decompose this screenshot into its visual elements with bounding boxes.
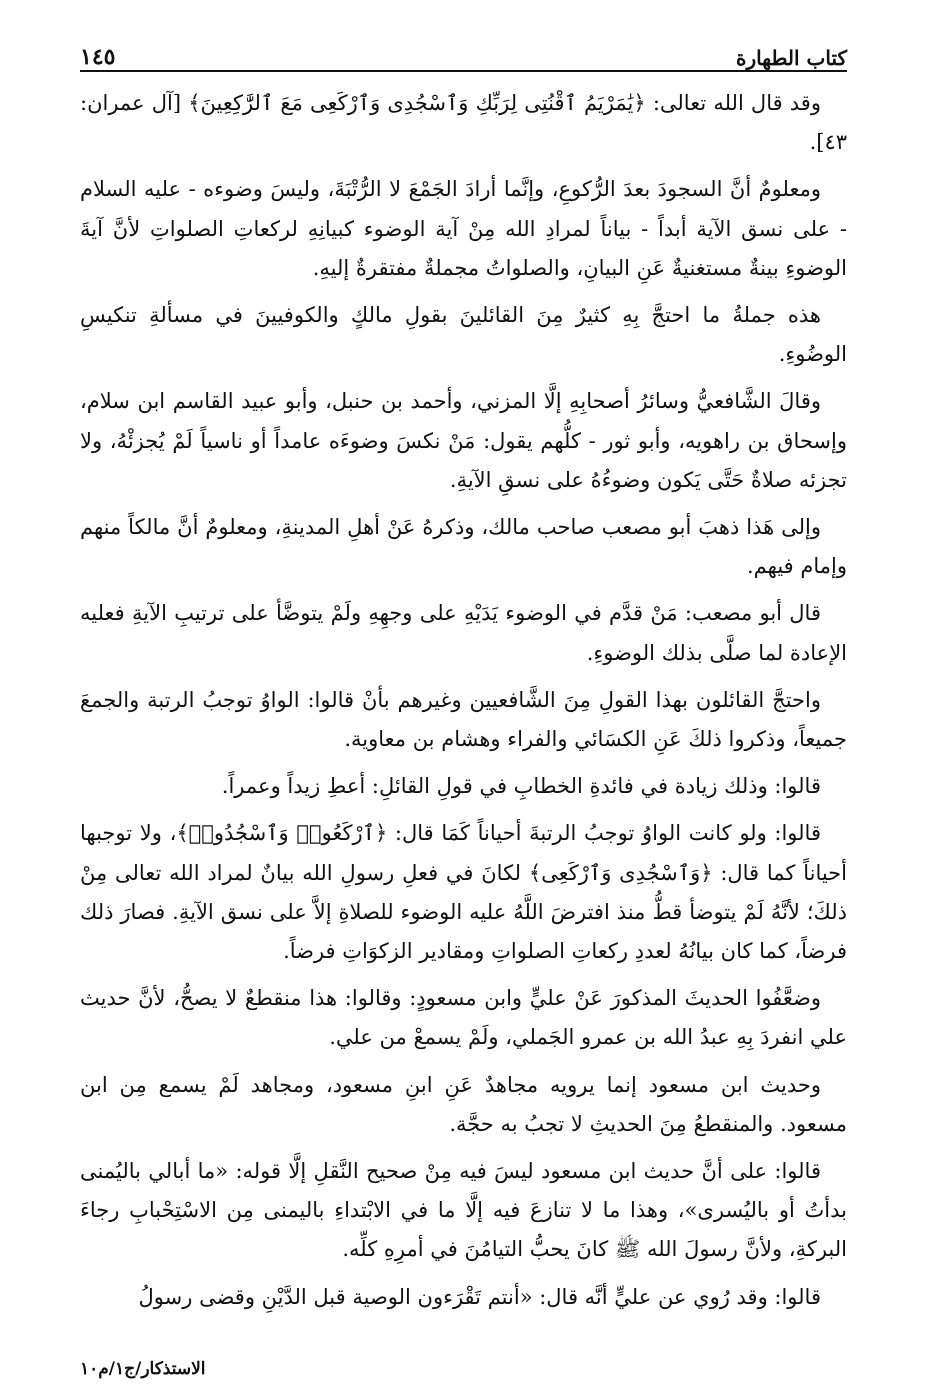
paragraph: وإلى هَذا ذهبَ أبو مصعب صاحب مالك، وذكرهُ عَنْ أهلِ المدينةِ، ومعلومٌ أنَّ مالكاً منهم وإمام فيهم. — [80, 515, 847, 579]
paragraph: ومعلومٌ أنَّ السجودَ بعدَ الرُّكوعِ، وإنَّما أرادَ الجَمْعَ لا الرُّتْبَةَ، وليسَ وضوءه - عليه السلام - على نسق الآية أبداً - بياناً لمرادِ الله مِنْ آية الوضوء كبيانِهِ لركعاتِ الصلواتِ لأنَّ آيةَ الوضوءِ بينةٌ مستغنيةٌ عَنِ البيانِ، والصلواتُ مجملةٌ مفتقرةٌ إليهِ. — [80, 177, 847, 280]
paragraph: وضعَّفُوا الحديثَ المذكورَ عَنْ عليٍّ وابن مسعودٍ: وقالوا: هذا منقطعٌ لا يصحُّ، لأنَّ حديث علي انفردَ بِهِ عبدُ الله بن عمرو الجَملي، ولَمْ يسمعْ من علي. — [80, 986, 847, 1050]
paragraph: وقالَ الشَّافعيُّ وسائرُ أصحابِهِ إلَّا المزني، وأحمد بن حنبل، وأبو عبيد القاسم ابن سلام، وإسحاق بن راهويه، وأبو ثور - كلُّهم يقول: مَنْ نكسَ وضوءَه عامداً أو ناسياً لَمْ يُجزئْهُ، ولا تجزئه صلاةٌ حَتَّى يَكون وضوءُهُ على نسقِ الآيةِ. — [80, 389, 847, 492]
paragraph: وحديث ابن مسعود إنما يرويه مجاهدٌ عَنِ ابنِ مسعود، ومجاهد لَمْ يسمع مِن ابن مسعود. والمنقطعُ مِنَ الحديثِ لا تجبُ به حجَّة. — [80, 1072, 847, 1136]
page-number: ١٤٥ — [80, 44, 116, 70]
paragraph: قالوا: وقد رُوي عن عليٍّ أنَّه قال: «أنتم تَقْرَءون الوصية قبل الدَّيْنِ وقضى رسولُ — [138, 1284, 821, 1309]
book-title: كتاب الطهارة — [736, 46, 847, 70]
paragraph: قال أبو مصعب: مَنْ قدَّم في الوضوء يَدَيْهِ على وجهِهِ ولَمْ يتوضَّأ على ترتيبِ الآيةِ فعليه الإعادة لما صلَّى بذلك الوضوءِ. — [80, 601, 847, 665]
page-header — [80, 30, 847, 72]
paragraph: واحتجَّ القائلون بهذا القولِ مِنَ الشَّافعيين وغيرهم بأنْ قالوا: الواوُ توجبُ الرتبة والجمعَ جميعاً، وذكروا ذلكَ عَنِ الكسَائي والفراء وهشام بن معاوية. — [80, 687, 847, 752]
paragraph: وقد قال الله تعالى: ﴿يَٰمَرْيَمُ ٱقْنُتِى لِرَبِّكِ وَٱسْجُدِى وَٱرْكَعِى مَعَ ٱلرَّٰكِعِينَ﴾ [آل عمران: ٤٣]. — [80, 91, 847, 155]
paragraph: قالوا: ولو كانت الواوُ توجبُ الرتبةَ أحياناً كَمَا قال: ﴿ٱرْكَعُوا۟ وَٱسْجُدُوا۟﴾، ولا توجبها أحياناً كما قال: ﴿وَٱسْجُدِى وَٱرْكَعِى﴾ لكانَ في فعلِ رسولِ الله بيانٌ لمراد الله تعالى مِنْ ذلكَ؛ لأنَّهُ لَمْ يتوضأ قطُّ منذ افترضَ اللَّهُ عليه الوضوء للصلاةِ إلاَّ على نسق الآيةِ. فصارَ ذلك فرضاً، كما كان بيانُهُ لعددِ ركعاتِ الصلواتِ ومقادير الزكوَاتِ فرضاً. — [80, 821, 847, 964]
paragraph: هذه جملةُ ما احتجَّ بِهِ كثيرٌ مِنَ القائلينَ بقولِ مالكٍ والكوفيينَ في مسألةِ تنكيسِ الوضُوءِ. — [80, 303, 847, 367]
page-body — [80, 84, 847, 1317]
paragraph: قالوا: وذلك زيادة في فائدةِ الخطابِ في قولِ القائلِ: أعطِ زيداً وعمراً. — [221, 774, 821, 799]
printer-signature: الاستذكار/ج١/م١٠ — [80, 1359, 206, 1379]
paragraph: قالوا: على أنَّ حديث ابن مسعود ليسَ فيه مِنْ صحيح النَّقلِ إلَّا قوله: «ما أبالي باليُمنى بدأتُ أو باليُسرى»، وهذا ما لا تنازعَ فيه إلَّا ما في الابْتداءِ باليمنى مِن الاسْتِحْبابِ رجاءَ البركةِ، ولأنَّ رسولَ الله ﷺ كانَ يحبُّ التيامُنَ في أمرِهِ كلِّه. — [80, 1159, 847, 1262]
